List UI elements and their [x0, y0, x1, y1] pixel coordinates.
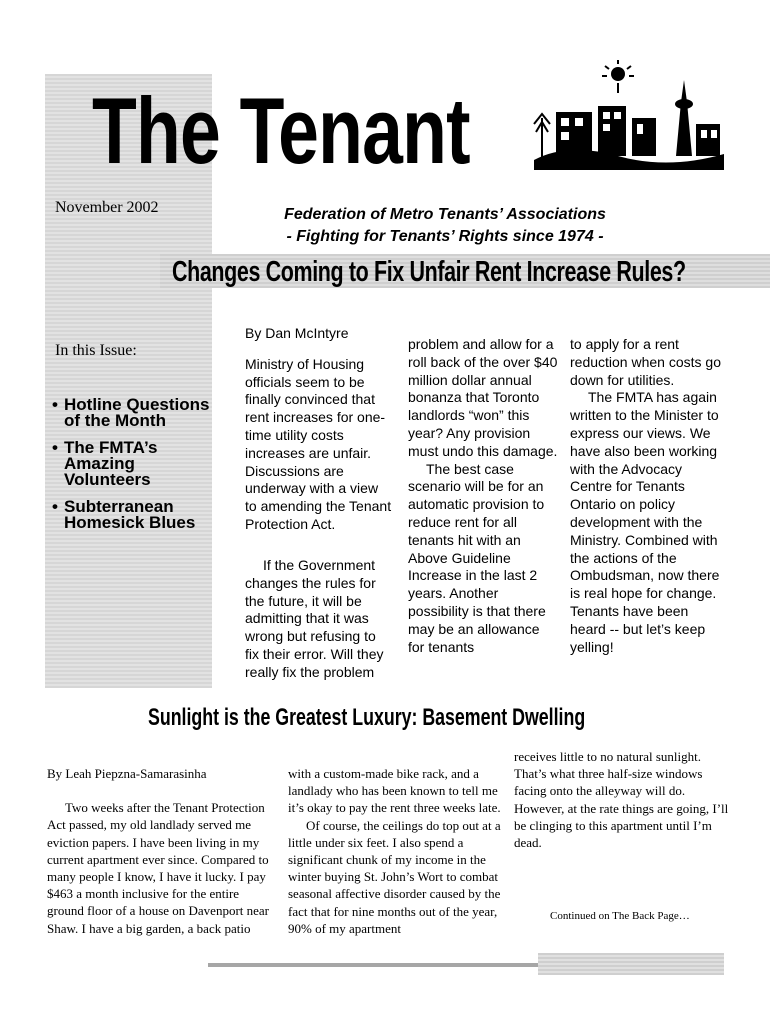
lead-column-1b	[245, 557, 393, 681]
footer-rule	[208, 963, 538, 967]
newsletter-title: The Tenant	[92, 78, 470, 183]
city-skyline-sun-icon	[528, 60, 728, 170]
second-column-3	[514, 748, 729, 851]
organization-name: Federation of Metro Tenants’ Associations	[284, 206, 606, 223]
lead-paragraph: The best case scenario will be for an automatic provision to reduce rent for all tenants hit with an Above Guideline Increase in the last 2 years. Another possibility is that there may be an allowance for tenants	[408, 460, 546, 655]
lead-paragraph-continued: to apply for a rent reduction when costs go down for utilities.	[570, 336, 721, 388]
second-paragraph: Two weeks after the Tenant Protection Act passed, my old landlady served me eviction papers. I have been living in my current apartment ever since. Compared to many people I know, I have it lucky. I pay $463 a month inclusive for the entire ground floor of a house on Davenport near Shaw. I have a big garden, a back patio	[47, 800, 270, 936]
lead-paragraph: If the Government changes the rules for the future, it will be admitting that it was wrong but refusing to fix their error. Will they really fix the problem	[245, 557, 384, 680]
lead-paragraph: Ministry of Housing officials seem to be finally convinced that rent increases for one-time utility costs increases are unfair. Discussions are underway with a view to amending the Tenant Protection Act.	[245, 355, 392, 532]
continued-link[interactable]: Continued on The Back Page…	[550, 910, 690, 922]
toc-item[interactable]	[52, 397, 212, 429]
lead-column-2	[408, 336, 558, 656]
bullet-icon: •	[52, 395, 58, 414]
lead-headline: Changes Coming to Fix Unfair Rent Increase Rules?	[172, 256, 686, 288]
toc-item-label: Hotline Questions of the Month	[64, 395, 210, 430]
second-byline: By Leah Piepzna-Samarasinha	[47, 766, 207, 781]
footer-band	[538, 953, 724, 975]
organization-tagline: - Fighting for Tenants’ Rights since 1974 -	[286, 228, 604, 245]
lead-column-1	[245, 325, 393, 534]
lead-paragraph-continued: problem and allow for a roll back of the over $40 million dollar annual bonanza that Toronto landlords “won” this year? Any provision must undo this damage.	[408, 336, 558, 459]
toc-item-label: The FMTA’s Amazing Volunteers	[64, 438, 158, 489]
second-paragraph-continued: receives little to no natural sunlight. That’s what three half-size windows facing onto the alleyway will do. However, at the rate things are going, I’ll be clinging to this apartment until I’m dead.	[514, 749, 729, 851]
lead-paragraph: The FMTA has again written to the Minister to express our views. We have also been working with the Advocacy Centre for Tenants Ontario on policy development with the Ministry. Combined with the actions of the Ombudsman, now there is real hope for change. Tenants have been heard -- but let’s keep yelling!	[570, 389, 720, 655]
lead-column-3	[570, 336, 722, 656]
table-of-contents	[52, 397, 212, 542]
in-this-issue-heading: In this Issue:	[55, 342, 137, 359]
bullet-icon: •	[52, 438, 58, 457]
second-column-2	[288, 765, 510, 937]
bullet-icon: •	[52, 497, 58, 516]
issue-date: November 2002	[55, 199, 159, 216]
second-paragraph-continued: with a custom-made bike rack, and a landlady who has been known to tell me it’s okay to pay the rent three weeks late.	[288, 766, 501, 816]
toc-item[interactable]	[52, 499, 212, 531]
second-column-1	[47, 765, 272, 937]
second-headline: Sunlight is the Greatest Luxury: Basement Dwelling	[148, 704, 586, 731]
toc-item[interactable]	[52, 440, 212, 488]
second-paragraph: Of course, the ceilings do top out at a little under six feet. I also spend a significant chunk of my income in the winter buying St. John’s Wort to combat seasonal affective disorder caused by the fact that for nine months out of the year, 90% of my apartment	[288, 817, 501, 936]
lead-byline: By Dan McIntyre	[245, 325, 349, 341]
toc-item-label: Subterranean Homesick Blues	[64, 497, 196, 532]
